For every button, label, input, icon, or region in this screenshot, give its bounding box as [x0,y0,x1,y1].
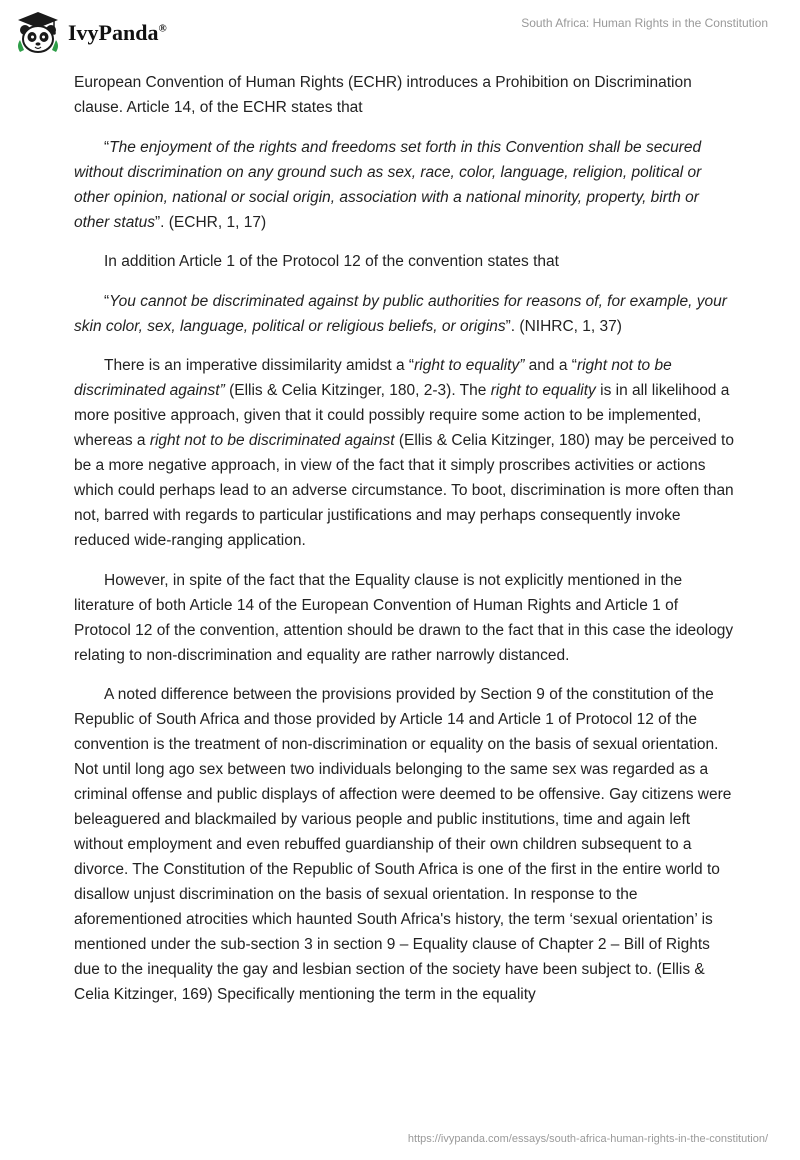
paragraph-intro: European Convention of Human Rights (ECHR) introduces a Prohibition on Discrimination clause. Article 14, of the ECHR states that [74,74,692,116]
quote-nihrc-text: You cannot be discriminated against by public authorities for reasons of, for example, your skin color, sex, language, political or religious beliefs, or origins [74,292,727,335]
logo-wordmark: IvyPanda [68,20,159,45]
quote-echr [74,135,734,235]
panda-graduate-icon [14,10,62,56]
quote-nihrc-citation: ”. (NIHRC, 1, 37) [505,317,622,335]
text-segment: (Ellis & Celia Kitzinger, 180, 2-3). The [224,382,491,399]
source-url[interactable]: https://ivypanda.com/essays/south-africa-human-rights-in-the-constitution/ [407,1133,768,1145]
quote-echr-citation: ”. (ECHR, 1, 17) [155,213,267,231]
italic-term: right to equality [490,382,596,399]
text-segment: and a “ [524,357,577,374]
italic-term: right to equality” [414,357,525,374]
essay-body [74,70,734,1022]
text-segment: (Ellis & Celia Kitzinger, 180) may be perceived to be a more negative approach, in view of the fact that it simply proscribes activities or actions which could perhaps lead to an adverse circumstance. To boot, discrimination is more often than not, barred with regards to particular justifications and may perhaps consequently invoke reduced wide-ranging application. [74,432,734,549]
paragraph-protocol: In addition Article 1 of the Protocol 12 of the convention states that [104,253,559,270]
page-header [0,0,800,70]
text-segment: is in all likelihood a more positive approach, given that it could possibly require some action to be implemented, whereas a [74,382,730,449]
paragraph-dissimilarity [74,353,734,553]
text-segment: There is an imperative dissimilarity amidst a “ [104,357,415,374]
quote-nihrc [74,289,734,339]
quote-open-mark: “ [104,292,110,310]
registered-mark: ® [158,22,167,35]
italic-term: right not to be discriminated against [149,432,395,449]
logo-text [68,20,167,46]
quote-echr-text: The enjoyment of the rights and freedoms set forth in this Convention shall be secured without discrimination on any ground such as sex, race, color, language, religion, political or other opinion, national or social origin, association with a national minority, property, birth or other status [74,138,702,231]
document-title: South Africa: Human Rights in the Constitution [521,16,768,30]
quote-open-mark: “ [104,138,110,156]
paragraph-sexual-orientation: A noted difference between the provisions provided by Section 9 of the constitution of the Republic of South Africa and those provided by Article 14 and Article 1 of Protocol 12 of the convention is the treatment of non-discrimination or equality on the basis of sexual orientation. Not until long ago sex between two individuals belonging to the same sex was regarded as a criminal offense and public displays of affection were deemed to be offensive. Gay citizens were beleaguered and blackmailed by various people and public institutions, time and again left without employment and even rebuffed guardianship of their own children subsequent to a divorce. The Constitution of the Republic of South Africa is one of the first in the entire world to disallow unjust discrimination on the basis of sexual orientation. In response to the aforementioned atrocities which haunted South Africa's history, the term ‘sexual orientation’ is mentioned under the sub-section 3 in section 9 – Equality clause of Chapter 2 – Bill of Rights due to the inequality the gay and lesbian section of the society have been subject to. (Ellis & Celia Kitzinger, 169) Specifically mentioning the term in the equality [74,686,732,1003]
paragraph-equality-clause: However, in spite of the fact that the Equality clause is not explicitly mentioned in the literature of both Article 14 of the European Convention of Human Rights and Article 1 of Protocol 12 of the convention, attention should be drawn to the fact that in this case the ideology relating to non-discrimination and equality are rather narrowly distanced. [74,571,734,664]
ivypanda-logo[interactable] [14,10,167,56]
italic-term: right not to be discriminated against” [74,357,672,399]
